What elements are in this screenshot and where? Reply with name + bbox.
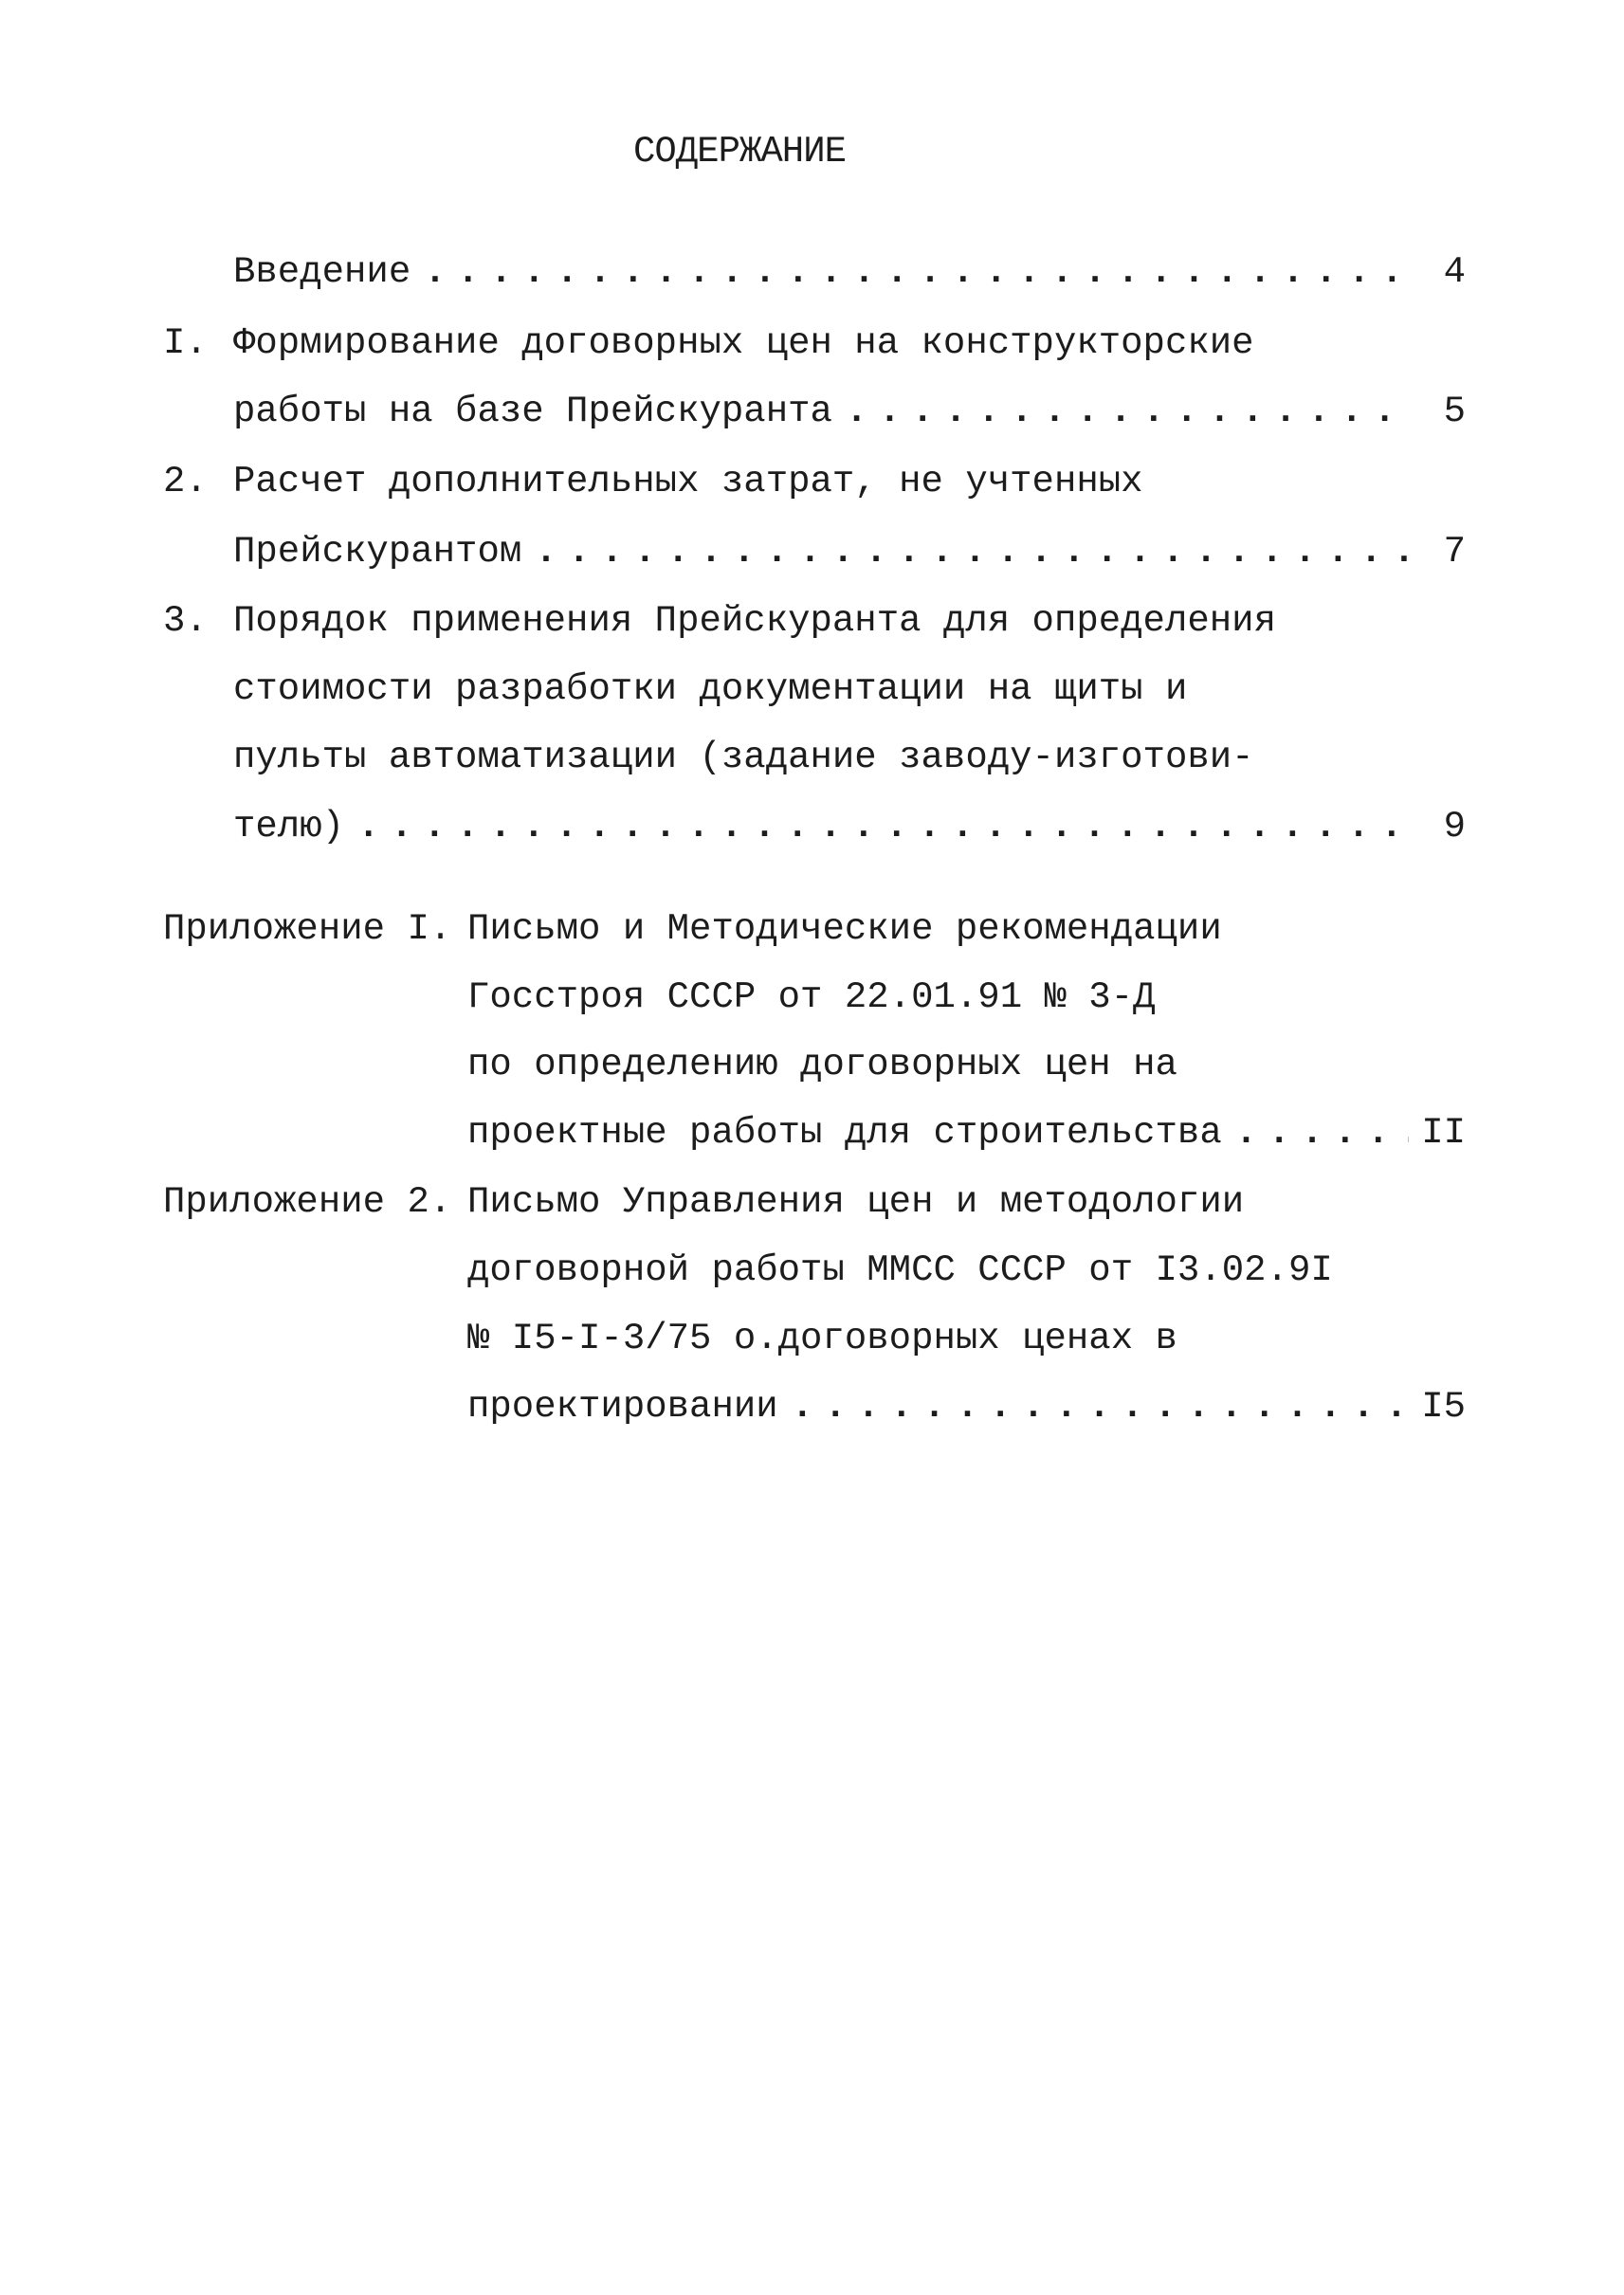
toc-entry-text: договорной работы ММСС СССР от I3.02.9I	[467, 1249, 1333, 1291]
toc-entry-text: работы на базе Прейскуранта	[233, 391, 832, 432]
toc-entry-text: № I5-I-3/75 о.договорных ценах в	[467, 1318, 1177, 1359]
toc-entry-text: пульты автоматизации (задание заводу-изготови-	[233, 737, 1254, 778]
toc-page-number: II	[1421, 1112, 1466, 1154]
toc-entry-text: Введение	[233, 251, 411, 293]
toc-entry-text-line	[467, 969, 1156, 1026]
toc-entry-text: Госстроя СССР от 22.01.91 № 3-Д	[467, 976, 1156, 1018]
toc-entry-text-line	[233, 453, 1143, 510]
toc-entry-text: Порядок применения Прейскуранта для определения	[233, 600, 1276, 642]
page-title: СОДЕРЖАНИЕ	[632, 131, 847, 173]
toc-entry-text: телю)	[233, 806, 345, 847]
dot-leader	[357, 798, 1409, 855]
toc-entry-intro	[233, 244, 1466, 301]
toc-entry-text-line	[467, 1310, 1177, 1367]
toc-entry-text: проектировании	[467, 1386, 778, 1428]
toc-entry-text: Письмо и Методические рекомендации	[467, 908, 1222, 950]
toc-page-number: 5	[1443, 391, 1466, 432]
toc-entry-text: проектные работы для строительства	[467, 1112, 1222, 1154]
appendix-label: Приложение 2.	[163, 1181, 452, 1223]
toc-entry-number: I.	[163, 322, 208, 364]
toc-entry-a2	[467, 1378, 1466, 1435]
toc-entry-text-line	[467, 1036, 1177, 1093]
toc-entry-text-line	[233, 592, 1276, 649]
toc-entry-number: 2.	[163, 461, 208, 502]
toc-entry-text-line	[467, 901, 1222, 957]
toc-entry-text: Письмо Управления цен и методологии	[467, 1181, 1245, 1223]
toc-page-number: 4	[1443, 251, 1466, 293]
dot-leader	[846, 383, 1409, 440]
toc-entry-text-line	[467, 1174, 1244, 1230]
toc-entry-text: Расчет дополнительных затрат, не учтенных	[233, 461, 1143, 502]
toc-entry-text: Формирование договорных цен на конструкторские	[233, 322, 1254, 364]
toc-entry-text: Прейскурантом	[233, 531, 522, 573]
toc-entry-number: 3.	[163, 600, 208, 642]
toc-entry-text: стоимости разработки документации на щиты и	[233, 668, 1188, 710]
toc-entry-text: по определению договорных цен на	[467, 1044, 1177, 1085]
dot-leader	[1235, 1104, 1409, 1161]
toc-entry-s1	[233, 383, 1466, 440]
appendix-label: Приложение I.	[163, 908, 452, 950]
toc-entry-a1	[467, 1104, 1466, 1161]
toc-entry-s2	[233, 523, 1466, 580]
toc-entry-text-line	[233, 315, 1254, 372]
toc-entry-text-line	[233, 661, 1187, 718]
dot-leader	[424, 244, 1409, 301]
toc-page-number: 7	[1443, 531, 1466, 573]
toc-page-number: I5	[1421, 1386, 1466, 1428]
dot-leader	[535, 523, 1409, 580]
toc-entry-text-line	[233, 729, 1254, 786]
toc-page-number: 9	[1443, 806, 1466, 847]
toc-entry-s3	[233, 798, 1466, 855]
dot-leader	[792, 1378, 1409, 1435]
toc-entry-text-line	[467, 1242, 1333, 1299]
